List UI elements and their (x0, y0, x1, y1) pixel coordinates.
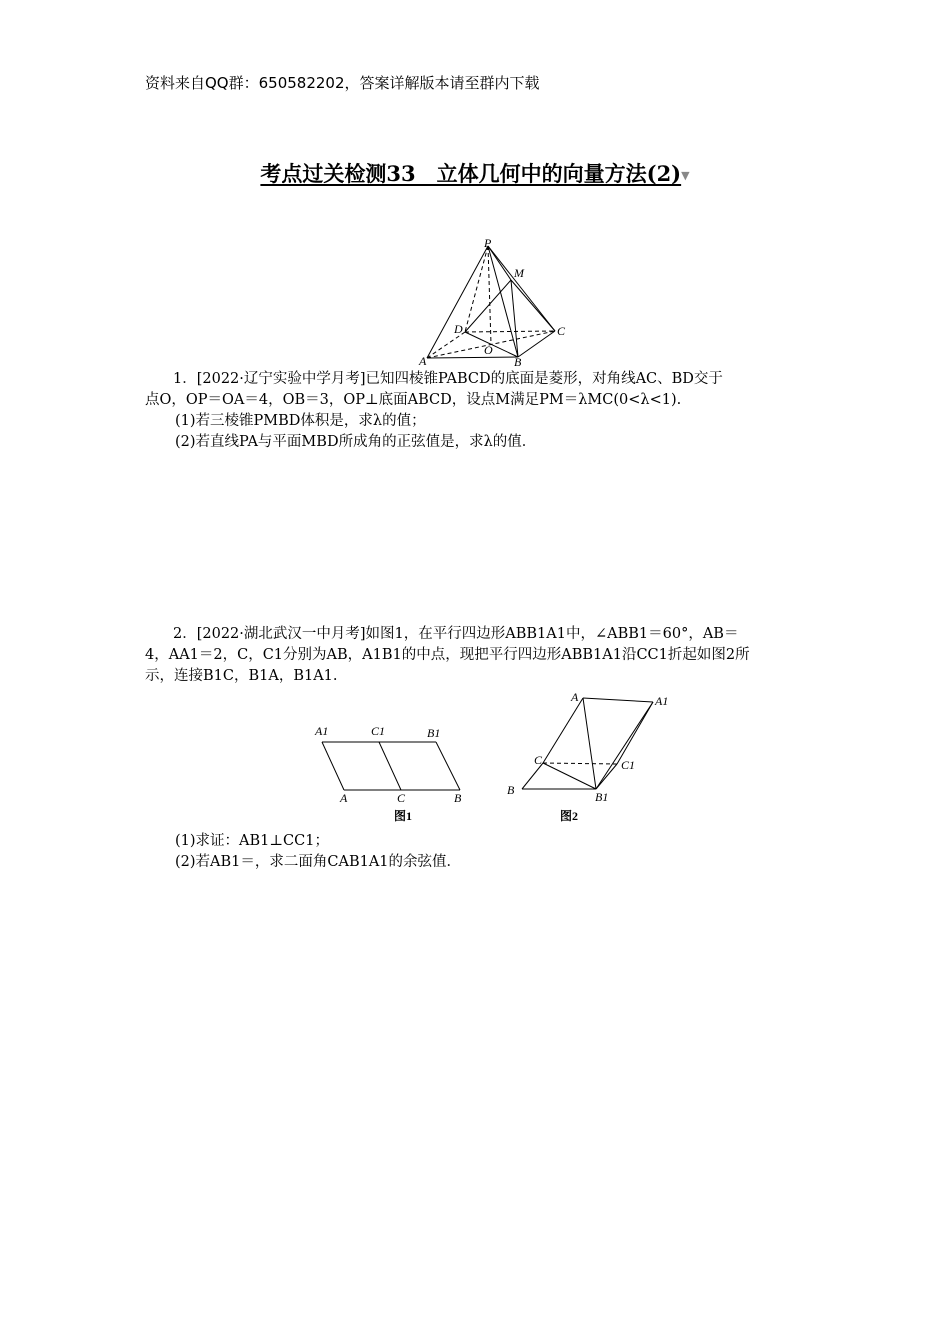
q1-line1: 1．[2022·辽宁实验中学月考]已知四棱锥PABCD的底面是菱形，对角线AC、BD交于 (173, 371, 723, 387)
q2-part1: (1)求证：AB1⊥CC1； (175, 833, 329, 849)
label-C: C (557, 324, 566, 338)
label-A: A (419, 354, 427, 368)
q2-line2: 4，AA1＝2，C，C1分别为AB，A1B1的中点，现把平行四边形ABB1A1沿CC1折起如图2所 (145, 647, 750, 663)
header-note: 资料来自QQ群：650582202，答案详解版本请至群内下载 (145, 74, 540, 92)
q1-part1: (1)若三棱锥PMBD体积是，求λ的值； (175, 413, 426, 429)
anchor-mark-icon: ▼ (681, 169, 690, 182)
fig2-label-C: C (534, 753, 543, 767)
fig1-caption: 图1 (394, 809, 413, 823)
fig1-label-A1: A1 (315, 724, 329, 738)
fig2-label-B1: B1 (595, 790, 609, 804)
fig2-label-A: A (571, 690, 579, 704)
q2-line3: 示，连接B1C，B1A，B1A1. (145, 668, 338, 684)
q2-part2: (2)若AB1＝，求二面角CAB1A1的余弦值． (175, 854, 462, 870)
label-P: P (484, 236, 492, 250)
fig2-label-A1: A1 (655, 694, 669, 708)
fig2-label-B: B (507, 783, 515, 797)
label-B: B (514, 355, 522, 368)
fig1-label-A: A (340, 791, 348, 805)
q1-line2: 点O，OP＝OA＝4，OB＝3，OP⊥底面ABCD，设点M满足PM＝λMC(0<λ<1). (145, 392, 682, 408)
q1-part2: (2)若直线PA与平面MBD所成角的正弦值是，求λ的值． (175, 434, 537, 450)
page-title (0, 158, 950, 188)
title-text: 考点过关检测33 立体几何中的向量方法(2) (260, 161, 682, 186)
fig1-label-C1: C1 (371, 724, 386, 738)
figure-2 (505, 688, 680, 828)
fig2-label-C1: C1 (621, 758, 636, 772)
fig1-label-B1: B1 (427, 726, 441, 740)
label-D: D (454, 322, 463, 336)
figure-1 (310, 720, 470, 828)
q2-line1: 2．[2022·湖北武汉一中月考]如图1，在平行四边形ABB1A1中，∠ABB1＝60°，AB＝ (173, 626, 739, 642)
label-O: O (484, 343, 493, 357)
label-M: M (514, 266, 524, 280)
pyramid-figure (415, 236, 575, 368)
fig1-label-B: B (454, 791, 462, 805)
fig2-caption: 图2 (560, 809, 579, 823)
fig1-label-C: C (397, 791, 406, 805)
